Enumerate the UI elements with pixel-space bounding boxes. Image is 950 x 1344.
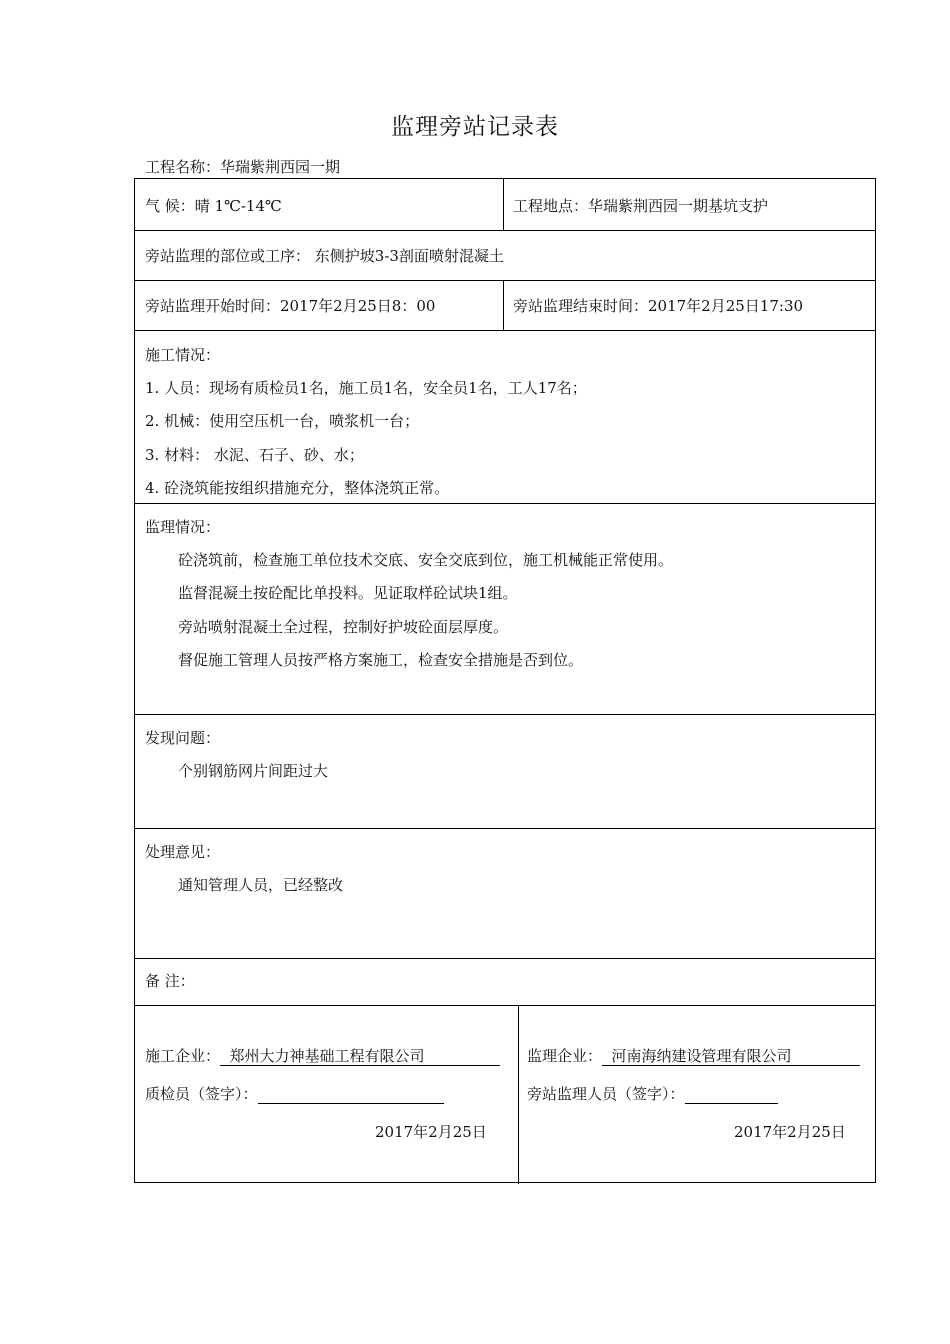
construction-heading: 施工情况： — [145, 346, 221, 364]
page-title: 监理旁站记录表 — [391, 114, 559, 140]
record-table — [134, 178, 876, 1183]
row-divider — [135, 714, 875, 715]
remarks-label: 备 注： — [145, 972, 195, 990]
column-divider — [503, 280, 504, 330]
row-divider — [135, 958, 875, 959]
construction-item: 3. 材料： 水泥、石子、砂、水； — [145, 446, 364, 464]
supervision-heading: 监理情况： — [145, 518, 221, 536]
weather-cell: 气 候：晴 1℃-14℃ — [145, 197, 282, 215]
supervisor-signature-row — [527, 1084, 778, 1104]
row-divider — [135, 230, 875, 231]
inspector-signature-row — [145, 1084, 444, 1104]
supervision-company-label: 监理企业： — [527, 1047, 603, 1065]
inspector-signature-label: 质检员（签字）： — [145, 1085, 258, 1103]
supervision-item: 旁站喷射混凝土全过程，控制好护坡砼面层厚度。 — [178, 618, 509, 636]
supervisor-signature-label: 旁站监理人员（签字）： — [527, 1085, 685, 1103]
supervision-date: 2017年2月25日 — [734, 1123, 846, 1141]
construction-date: 2017年2月25日 — [375, 1123, 487, 1141]
column-divider — [518, 1005, 519, 1184]
end-time-cell: 旁站监理结束时间：2017年2月25日17:30 — [513, 297, 804, 315]
handling-content: 通知管理人员，已经整改 — [178, 876, 344, 894]
construction-item: 2. 机械：使用空压机一台，喷浆机一台； — [145, 412, 420, 430]
inspector-signature-line[interactable] — [258, 1085, 444, 1104]
construction-company-value: 郑州大力神基础工程有限公司 — [220, 1047, 500, 1066]
problems-content: 个别钢筋网片间距过大 — [178, 762, 329, 780]
column-divider — [503, 179, 504, 230]
location-cell: 工程地点：华瑞紫荆西园一期基坑支护 — [513, 197, 769, 215]
construction-item: 1. 人员：现场有质检员1名，施工员1名，安全员1名，工人17名； — [145, 379, 587, 397]
construction-company-row — [145, 1046, 500, 1066]
supervision-company-row — [527, 1046, 860, 1066]
supervision-company-value: 河南海纳建设管理有限公司 — [602, 1047, 860, 1066]
construction-item: 4. 砼浇筑能按组织措施充分，整体浇筑正常。 — [145, 479, 450, 497]
start-time-cell: 旁站监理开始时间：2017年2月25日8：00 — [145, 297, 436, 315]
row-divider — [135, 503, 875, 504]
supervision-item: 砼浇筑前，检查施工单位技术交底、安全交底到位，施工机械能正常使用。 — [178, 551, 674, 569]
row-divider — [135, 280, 875, 281]
row-divider — [135, 828, 875, 829]
problems-heading: 发现问题： — [145, 729, 221, 747]
supervision-item: 督促施工管理人员按严格方案施工，检查安全措施是否到位。 — [178, 651, 584, 669]
handling-heading: 处理意见： — [145, 843, 221, 861]
row-divider — [135, 1005, 875, 1006]
supervisor-signature-line[interactable] — [685, 1085, 778, 1104]
supervised-part-cell: 旁站监理的部位或工序： 东侧护坡3-3剖面喷射混凝土 — [145, 247, 504, 265]
supervision-item: 监督混凝土按砼配比单投料。见证取样砼试块1组。 — [178, 584, 518, 602]
construction-company-label: 施工企业： — [145, 1047, 221, 1065]
row-divider — [135, 330, 875, 331]
project-name: 工程名称：华瑞紫荆西园一期 — [145, 158, 341, 176]
